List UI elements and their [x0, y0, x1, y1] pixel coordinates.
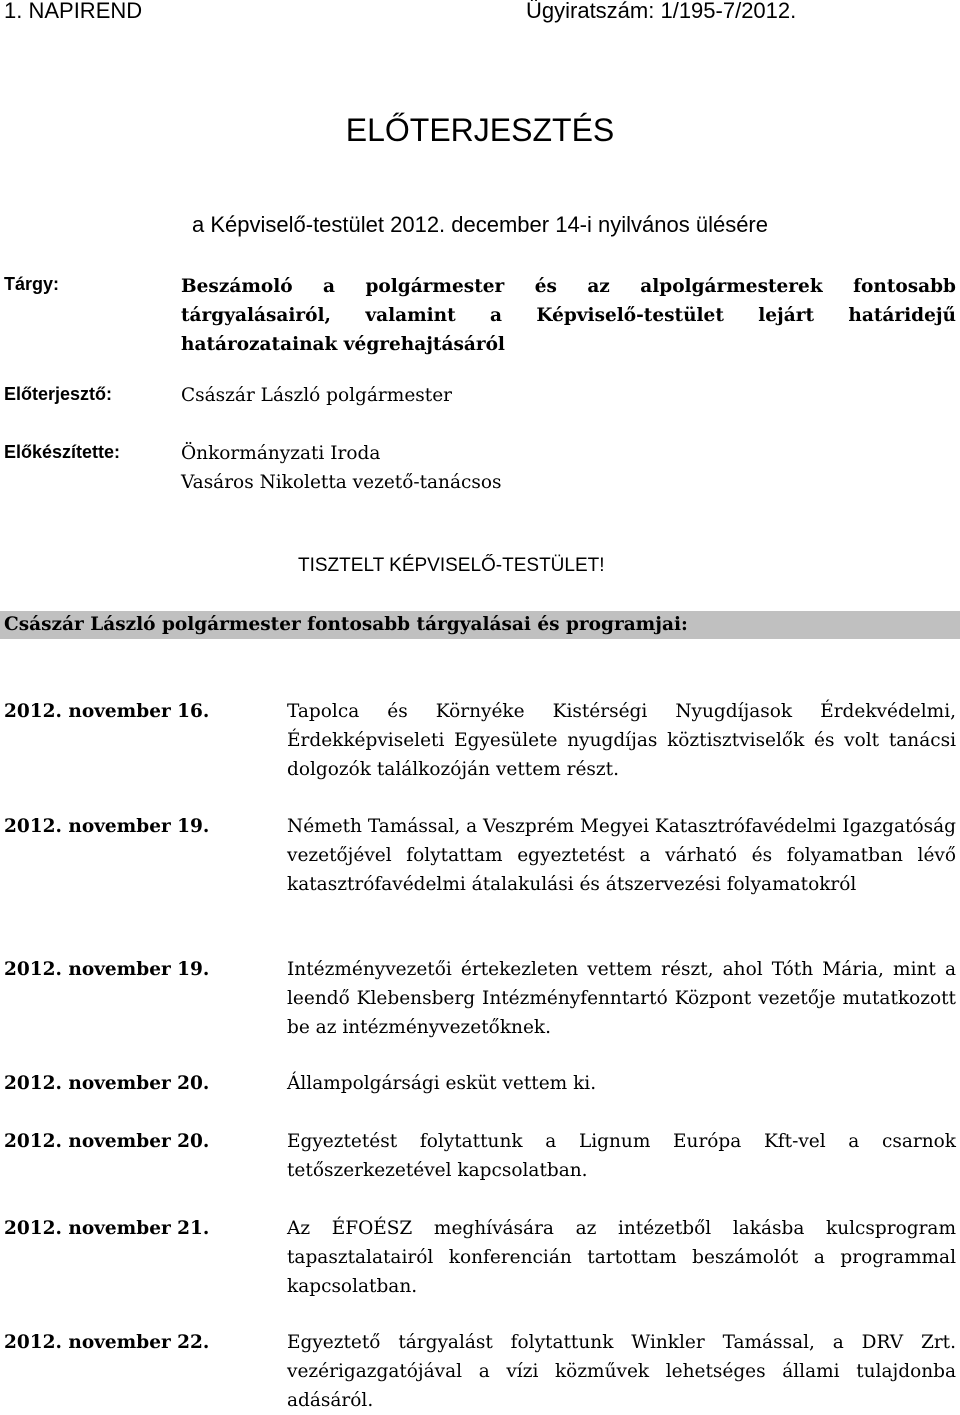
entry-text: Egyeztetést folytattunk a Lignum Európa Kft-vel a csarnok tetőszerkezetével kapcsolatban.	[287, 1131, 956, 1181]
presenter-label: Előterjesztő:	[4, 384, 113, 404]
entry-date: 2012. november 16.	[4, 701, 210, 722]
subject-text: Beszámoló a polgármester és az alpolgármesterek fontosabb tárgyalásairól, valamint a Képviselő-testület lejárt határidejű határozatainak végrehajtásáról	[181, 276, 956, 355]
meeting-subtitle: a Képviselő-testület 2012. december 14-i nyilvános ülésére	[192, 212, 768, 237]
entry-text: Állampolgársági esküt vettem ki.	[287, 1073, 597, 1094]
entry-date: 2012. november 19.	[4, 816, 210, 837]
entry-date: 2012. november 21.	[4, 1218, 210, 1239]
greeting: TISZTELT KÉPVISELŐ-TESTÜLET!	[298, 555, 605, 576]
entry-text: Az ÉFOÉSZ meghívására az intézetből lakásba kulcsprogram tapasztalatairól konferencián tartottam beszámolót a programmal kapcsolatban.	[287, 1218, 956, 1297]
entry-date: 2012. november 20.	[4, 1073, 210, 1094]
document-title: ELŐTERJESZTÉS	[345, 112, 615, 148]
prepared-office: Önkormányzati Iroda	[181, 443, 381, 464]
prepared-person: Vasáros Nikoletta vezető-tanácsos	[181, 472, 502, 493]
entry-date: 2012. november 19.	[4, 959, 210, 980]
entry-text: Egyeztető tárgyalást folytattunk Winkler Tamással, a DRV Zrt. vezérigazgatójával a vízi közművek lehetséges állami tulajdonba adásáról.	[287, 1332, 956, 1411]
entry-date: 2012. november 22.	[4, 1332, 210, 1353]
entry-text: Tapolca és Környéke Kistérségi Nyugdíjasok Érdekvédelmi, Érdekképviseleti Egyesülete nyugdíjas köztisztviselők és volt tanácsi dolgozók találkozóján vettem részt.	[287, 701, 956, 780]
entry-date: 2012. november 20.	[4, 1131, 210, 1152]
entry-text: Intézményvezetői értekezleten vettem részt, ahol Tóth Mária, mint a leendő Klebensberg Intézményfenntartó Központ vezetője mutatkozott be az intézményvezetőknek.	[287, 959, 956, 1038]
agenda-number: 1. NAPIREND	[4, 0, 143, 23]
section-title: Császár László polgármester fontosabb tárgyalásai és programjai:	[4, 614, 688, 635]
subject-label: Tárgy:	[4, 274, 60, 294]
prepared-label: Előkészítette:	[4, 442, 121, 462]
reference-number: Ügyiratszám: 1/195-7/2012.	[526, 0, 797, 23]
presenter-value: Császár László polgármester	[181, 385, 452, 406]
entry-text: Németh Tamással, a Veszprém Megyei Katasztrófavédelmi Igazgatóság vezetőjével folytattam egyeztetést a várható és folyamatban lévő katasztrófavédelmi átalakulási és átszervezési folyamatokról	[287, 816, 956, 895]
